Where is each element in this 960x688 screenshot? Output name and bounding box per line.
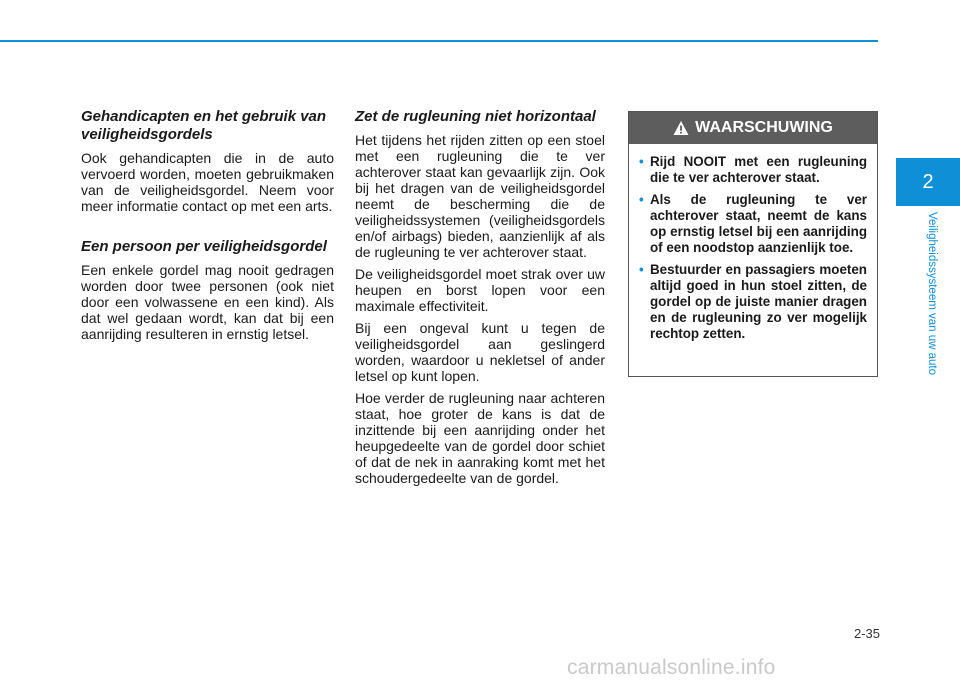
- warning-item-text: Rijd NOOIT met een rugleuning die te ver achterover staat.: [650, 154, 867, 185]
- warning-title: WAARSCHUWING: [695, 119, 833, 136]
- chapter-title: Veiligheidssysteem van uw auto: [926, 212, 938, 376]
- warning-item: [639, 192, 867, 256]
- paragraph-one-person: Een enkele gordel mag nooit gedragen worden door twee personen (ook niet door een volwassene en een kind). Als dat wel gedaan wordt, kan dat bij een aanrijding resulteren in ernstig letsel.: [81, 262, 334, 342]
- watermark: carmanualsonline.info: [567, 656, 776, 679]
- paragraph-seatback-1: Het tijdens het rijden zitten op een stoel met een rugleuning die te ver achterover staat kan gevaarlijk zijn. Ook bij het dragen van de veiligheidsgordel neemt de bescherming die de veiligheidssystemen (veiligheidsgordels en/of airbags) bieden, aanzienlijk af als de rugleuning te ver achterover staat.: [355, 132, 605, 260]
- section-heading-seatback: Zet de rugleuning niet horizontaal: [355, 108, 596, 125]
- bullet-icon: •: [639, 154, 644, 169]
- warning-list: [629, 144, 877, 342]
- section-heading-one-person: Een persoon per veiligheidsgordel: [81, 238, 327, 255]
- bullet-icon: •: [639, 262, 644, 277]
- bullet-icon: •: [639, 192, 644, 207]
- warning-triangle-icon: [673, 120, 689, 136]
- chapter-tab: 2: [896, 158, 960, 206]
- warning-header: [629, 112, 877, 144]
- left-column: [81, 108, 334, 366]
- paragraph-seatback-3: Bij een ongeval kunt u tegen de veiligheidsgordel aan geslingerd worden, waardoor u nekletsel of ander letsel op kunt lopen.: [355, 320, 605, 384]
- warning-item-text: Bestuurder en passagiers moeten altijd goed in hun stoel zitten, de gordel op de juiste manier dragen en de rugleuning zo ver mogelijk rechtop zetten.: [650, 262, 867, 341]
- paragraph-disabled: Ook gehandicapten die in de auto vervoerd worden, moeten gebruikmaken van de veiligheidsgordel. Neem voor meer informatie contact op met een arts.: [81, 150, 334, 214]
- paragraph-seatback-2: De veiligheidsgordel moet strak over uw heupen en borst lopen voor een maximale effectiviteit.: [355, 266, 605, 314]
- warning-item: [639, 262, 867, 342]
- warning-item-text: Als de rugleuning te ver achterover staat, neemt de kans op ernstig letsel bij een aanrijding of een noodstop aanzienlijk toe.: [650, 192, 867, 255]
- warning-box: [628, 111, 878, 377]
- paragraph-seatback-4: Hoe verder de rugleuning naar achteren staat, hoe groter de kans is dat de inzittende bij een aanrijding onder het heupgedeelte van de gordel door schiet of dat de nek in aanraking komt met het schoudergedeelte van de gordel.: [355, 390, 605, 486]
- section-heading-disabled: Gehandicapten en het gebruik van veiligheidsgordels: [81, 108, 327, 143]
- middle-column: [355, 108, 605, 492]
- page-number: 2-35: [853, 626, 880, 641]
- warning-item: [639, 154, 867, 186]
- top-rule: [0, 40, 878, 42]
